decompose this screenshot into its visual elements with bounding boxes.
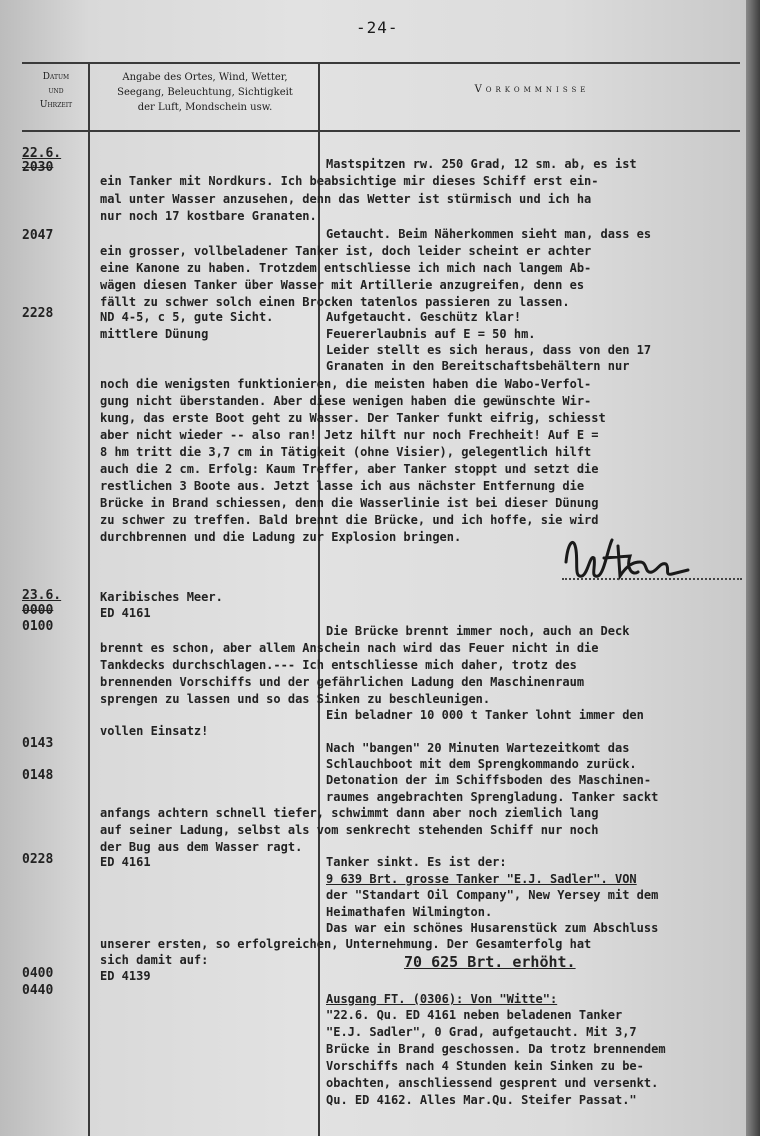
- date-entry: 22.6.: [22, 146, 62, 161]
- log-line: auch die 2 cm. Erfolg: Kaum Treffer, aber Tanker stoppt und setzt die: [100, 462, 599, 476]
- log-line: 8 hm tritt die 3,7 cm in Tätigkeit (ohne Visier), gelegentlich hilft: [100, 445, 592, 459]
- header-bottom-rule: [22, 130, 740, 132]
- log-line: Heimathafen Wilmington.: [326, 905, 493, 919]
- radio-message-header: Ausgang FT. (0306): Von "Witte":: [326, 992, 558, 1006]
- log-line: eine Kanone zu haben. Trotzdem entschliesse ich mich nach langem Ab-: [100, 261, 592, 275]
- log-line: mal unter Wasser anzusehen, denn das Wetter ist stürmisch und ich ha: [100, 192, 592, 206]
- log-line: nur noch 17 kostbare Granaten.: [100, 209, 317, 223]
- signature-dotted-line: [562, 578, 742, 580]
- log-line: Ein beladner 10 000 t Tanker lohnt immer den: [326, 708, 644, 722]
- log-line: Getaucht. Beim Näherkommen sieht man, dass es: [326, 227, 652, 241]
- log-line: raumes angebrachten Sprengladung. Tanker sackt: [326, 790, 659, 804]
- radio-message-line: Qu. ED 4162. Alles Mar.Qu. Steifer Passat.": [326, 1093, 637, 1107]
- column-divider-1: [88, 62, 90, 1136]
- radio-message-line: "E.J. Sadler", 0 Grad, aufgetaucht. Mit 3,7: [326, 1025, 637, 1039]
- header-angabe-line: der Luft, Mondschein usw.: [137, 102, 273, 113]
- time-entry: 2228: [22, 306, 54, 321]
- header-vorkommnisse: Vorkommnisse: [474, 84, 590, 95]
- log-line: Tankdecks durchschlagen.--- Ich entschliesse mich daher, trotz des: [100, 658, 577, 672]
- grid-square: ED 4161: [100, 606, 151, 620]
- log-line: ND 4-5, c 5, gute Sicht.: [100, 310, 274, 324]
- log-line: brennenden Vorschiffs und der gefährlichen Ladung den Maschinenraum: [100, 675, 585, 689]
- grid-square: ED 4139: [100, 969, 151, 983]
- time-entry: 0143: [22, 736, 54, 751]
- log-line: der Bug aus dem Wasser ragt.: [100, 840, 303, 854]
- location-line: Karibisches Meer.: [100, 590, 223, 604]
- grid-square: ED 4161: [100, 855, 151, 869]
- date-entry: 23.6.: [22, 588, 62, 603]
- log-line: Feuererlaubnis auf E = 50 hm.: [326, 327, 536, 341]
- log-line: Nach "bangen" 20 Minuten Wartezeitkomt das: [326, 741, 630, 755]
- radio-message-line: Vorschiffs nach 4 Stunden kein Sinken zu be-: [326, 1059, 644, 1073]
- radio-message-line: obachten, anschliessend gesprent und versenkt.: [326, 1076, 659, 1090]
- log-line: Brücke in Brand schiessen, denn die Wasserlinie ist bei dieser Dünung: [100, 496, 599, 510]
- log-line: brennt es schon, aber allem Anschein nach wird das Feuer nicht in die: [100, 641, 599, 655]
- log-line: vollen Einsatz!: [100, 724, 209, 738]
- log-line: durchbrennen und die Ladung zur Explosion bringen.: [100, 530, 462, 544]
- radio-message-line: Brücke in Brand geschossen. Da trotz brennendem: [326, 1042, 666, 1056]
- log-line: sprengen zu lassen und so das Sinken zu beschleunigen.: [100, 692, 491, 706]
- log-line: sich damit auf:: [100, 953, 209, 967]
- log-line: fällt zu schwer solch einen Brocken tatenlos passieren zu lassen.: [100, 295, 570, 309]
- log-line: Detonation der im Schiffsboden des Maschinen-: [326, 773, 652, 787]
- log-line: unserer ersten, so erfolgreichen, Unternehmung. Der Gesamterfolg hat: [100, 937, 592, 951]
- binding-edge: [746, 0, 760, 1136]
- header-datum-line: Datum: [42, 72, 70, 82]
- log-line: mittlere Dünung: [100, 327, 209, 341]
- header-datum-line: und: [48, 86, 64, 96]
- log-line: Granaten in den Bereitschaftsbehältern nur: [326, 359, 630, 373]
- log-line: kung, das erste Boot geht zu Wasser. Der Tanker funkt eifrig, schiesst: [100, 411, 606, 425]
- log-line: Mastspitzen rw. 250 Grad, 12 sm. ab, es ist: [326, 157, 637, 171]
- radio-message-line: "22.6. Qu. ED 4161 neben beladenen Tanker: [326, 1008, 623, 1022]
- log-line: Aufgetaucht. Geschütz klar!: [326, 310, 522, 324]
- log-line: aber nicht wieder -- also ran! Jetz hilft nur noch Frechheit! Auf E =: [100, 428, 599, 442]
- time-entry: 0000: [22, 603, 54, 618]
- header-angabe-line: Angabe des Ortes, Wind, Wetter,: [122, 72, 288, 83]
- header-top-rule: [22, 62, 740, 64]
- log-line: gung nicht überstanden. Aber diese wenigen haben die gewünschte Wir-: [100, 394, 592, 408]
- time-entry: 0400: [22, 966, 54, 981]
- signature: [560, 532, 700, 592]
- header-angabe: [94, 70, 316, 115]
- log-line: der "Standart Oil Company", New Yersey mit dem: [326, 888, 659, 902]
- total-tonnage: 70 625 Brt. erhöht.: [404, 953, 576, 971]
- ship-details: 9 639 Brt. grosse Tanker "E.J. Sadler". VON: [326, 872, 637, 886]
- time-entry: 0228: [22, 852, 54, 867]
- log-line: Tanker sinkt. Es ist der:: [326, 855, 507, 869]
- time-entry: 2047: [22, 228, 54, 243]
- time-entry: 0100: [22, 619, 54, 634]
- log-line: auf seiner Ladung, selbst als vom senkrecht stehenden Schiff nur noch: [100, 823, 599, 837]
- page-number: -24-: [356, 18, 399, 37]
- column-divider-2: [318, 62, 320, 1136]
- log-line: ein Tanker mit Nordkurs. Ich beabsichtige mir dieses Schiff erst ein-: [100, 174, 599, 188]
- log-line: zu schwer zu treffen. Bald brennt die Brücke, und ich hoffe, sie wird: [100, 513, 599, 527]
- header-angabe-line: Seegang, Beleuchtung, Sichtigkeit: [117, 87, 293, 98]
- time-entry: 0440: [22, 983, 54, 998]
- log-line: noch die wenigsten funktionieren, die meisten haben die Wabo-Verfol-: [100, 377, 592, 391]
- header-datum-line: Uhrzeit: [39, 100, 73, 110]
- log-line: anfangs achtern schnell tiefer, schwimmt dann aber noch ziemlich lang: [100, 806, 599, 820]
- header-datum: [24, 70, 88, 112]
- time-entry: 0148: [22, 768, 54, 783]
- log-line: wägen diesen Tanker über Wasser mit Artillerie anzugreifen, denn es: [100, 278, 585, 292]
- log-line: ein grosser, vollbeladener Tanker ist, doch leider scheint er achter: [100, 244, 592, 258]
- log-line: Schlauchboot mit dem Sprengkommando zurück.: [326, 757, 637, 771]
- log-line: Die Brücke brennt immer noch, auch an Deck: [326, 624, 630, 638]
- log-line: restlichen 3 Boote aus. Jetzt lasse ich aus nächster Entfernung die: [100, 479, 585, 493]
- time-entry: 2030: [22, 160, 54, 175]
- log-line: Leider stellt es sich heraus, dass von den 17: [326, 343, 652, 357]
- log-line: Das war ein schönes Husarenstück zum Abschluss: [326, 921, 659, 935]
